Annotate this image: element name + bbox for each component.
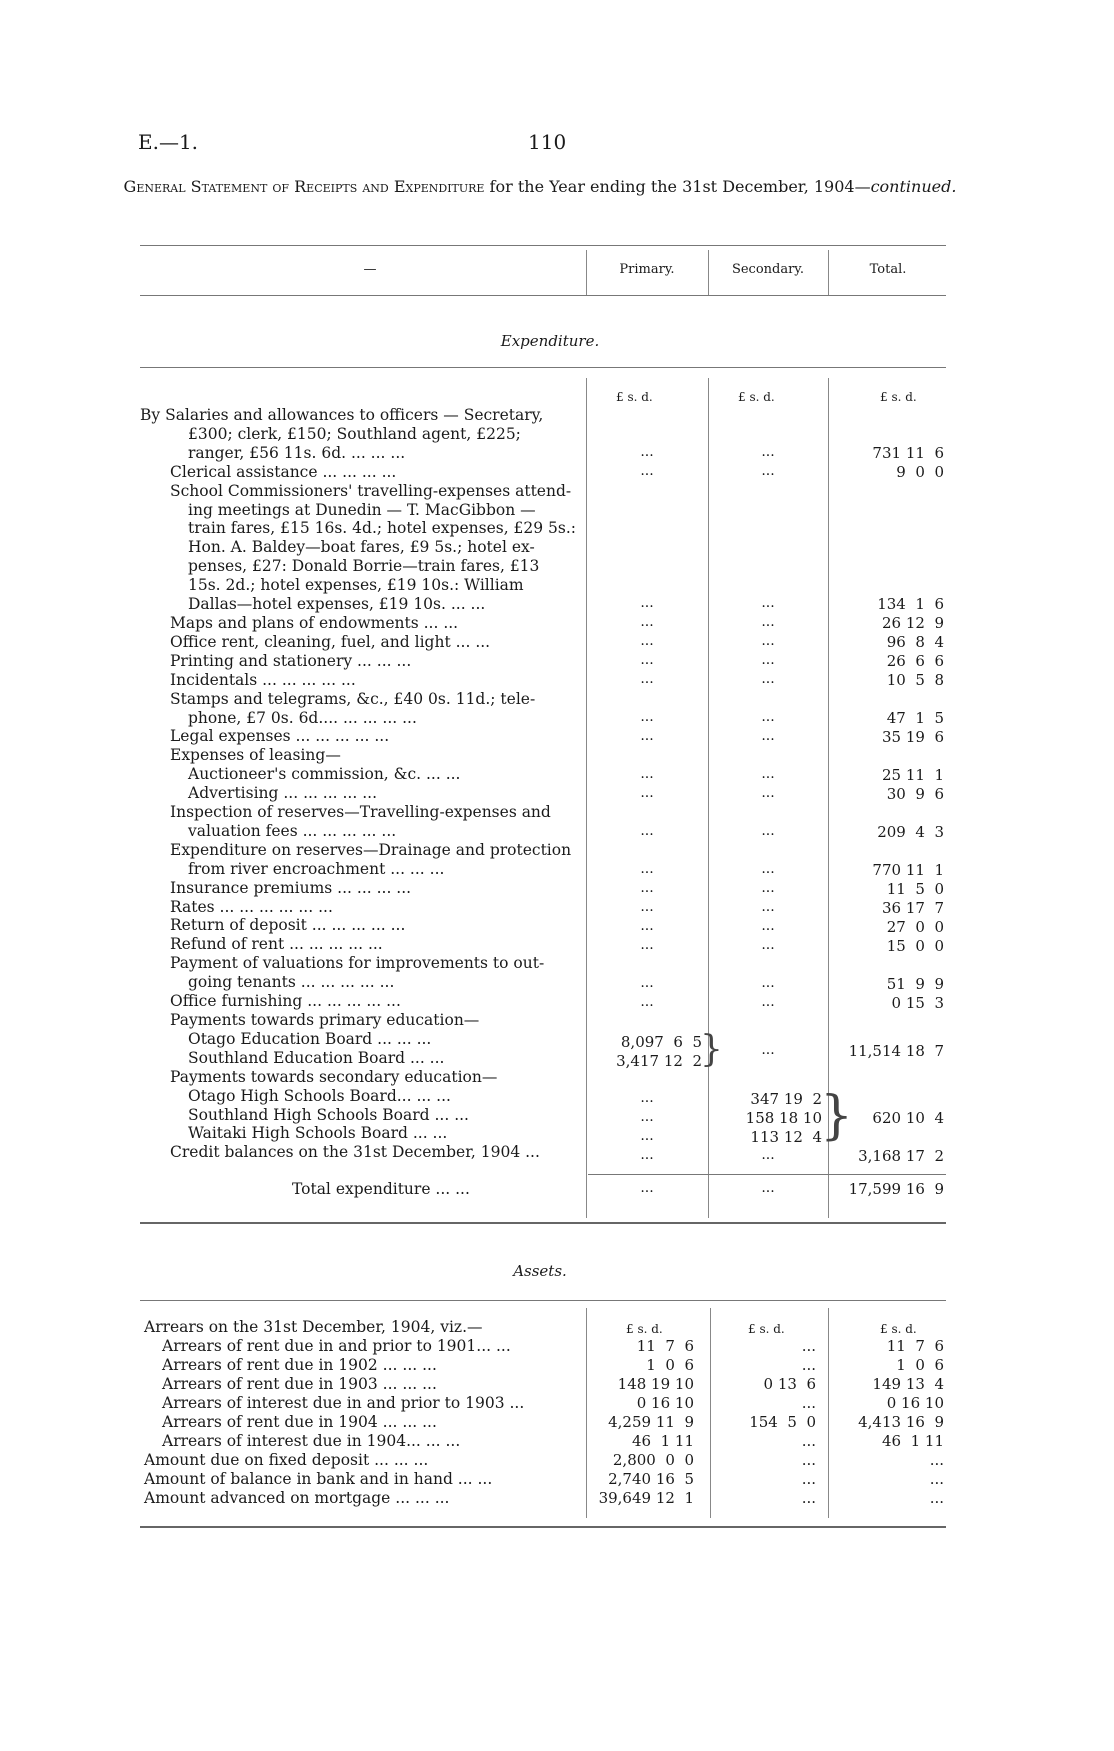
line: Incidentals ... ... ... ... ... [170, 670, 356, 689]
lsd-header-secondary: £ s. d. [738, 390, 775, 404]
column-header-total: Total. [869, 262, 907, 277]
line: Waitaki High Schools Board ... ... [188, 1124, 448, 1143]
ellipsis: ... [761, 899, 775, 915]
total-expenditure-value: 17,599 16 9 [848, 1180, 944, 1198]
asset-secondary-value: ... [801, 1337, 816, 1355]
asset-total-value: 11 7 6 [886, 1337, 944, 1355]
line: School Commissioners' travelling-expenses attend- [170, 481, 572, 500]
document-reference: E.—1. [138, 130, 199, 154]
page-number: 110 [528, 130, 567, 154]
expenditure-items [140, 406, 582, 1162]
ellipsis: ... [640, 633, 654, 649]
line: Advertising ... ... ... ... ... [188, 784, 377, 803]
col-divider-3 [828, 250, 829, 295]
ellipsis: ... [761, 937, 775, 953]
asset-total-value: 0 16 10 [886, 1394, 944, 1412]
asset-secondary-value: ... [801, 1432, 816, 1450]
total-maps: 26 12 9 [881, 614, 944, 632]
line: Credit balances on the 31st December, 1904 ... [170, 1143, 540, 1162]
line: Office furnishing ... ... ... ... ... [170, 992, 401, 1011]
asset-primary-value: 2,800 0 0 [612, 1451, 694, 1469]
line: Maps and plans of endowments ... ... [170, 613, 459, 632]
total-advertising: 30 9 6 [886, 785, 944, 803]
asset-secondary-value: ... [801, 1489, 816, 1507]
line: Arrears of rent due in and prior to 1901... ... [162, 1337, 511, 1355]
asset-total-value: 1 0 6 [896, 1356, 944, 1374]
ellipsis: ... [640, 785, 654, 801]
rule-assets [140, 1300, 946, 1301]
ellipsis: ... [640, 463, 654, 479]
ellipsis: ... [761, 614, 775, 630]
ellipsis: ... [761, 823, 775, 839]
asset-secondary-value: ... [801, 1470, 816, 1488]
ellipsis: ... [761, 633, 775, 649]
line: ranger, £56 11s. 6d. ... ... ... [188, 443, 406, 462]
asset-primary-value: 148 19 10 [617, 1375, 694, 1393]
line: Refund of rent ... ... ... ... ... [170, 935, 383, 954]
total-incidentals: 10 5 8 [886, 671, 944, 689]
ellipsis: ... [640, 595, 654, 611]
line: Rates ... ... ... ... ... ... [170, 897, 333, 916]
line: Return of deposit ... ... ... ... ... [170, 916, 406, 935]
asset-secondary-value: 0 13 6 [763, 1375, 816, 1393]
title-caps: General Statement of Receipts and Expenditure [123, 177, 485, 196]
asset-primary-value: 46 1 11 [631, 1432, 694, 1450]
total-secondary-education: 620 10 4 [872, 1109, 944, 1127]
total-credit-balances: 3,168 17 2 [858, 1147, 944, 1165]
line: Insurance premiums ... ... ... ... [170, 878, 412, 897]
rule-assets-end [140, 1526, 946, 1528]
line: Expenditure on reserves—Drainage and protection [170, 840, 572, 859]
asset-primary-value: 39,649 12 1 [598, 1489, 694, 1507]
line: Otago High Schools Board... ... ... [188, 1086, 451, 1105]
line: Expenses of leasing— [170, 746, 341, 765]
line: Amount of balance in bank and in hand ... ... [144, 1470, 493, 1488]
col-divider-2 [708, 250, 709, 295]
asset-col-divider-1 [586, 1308, 587, 1518]
total-rates: 36 17 7 [881, 899, 944, 917]
asset-total-value: 46 1 11 [881, 1432, 944, 1450]
ellipsis: ... [640, 1090, 654, 1106]
total-salaries: 731 11 6 [872, 444, 944, 462]
ellipsis: ... [761, 861, 775, 877]
line: Stamps and telegrams, &c., £40 0s. 11d.; tele- [170, 689, 536, 708]
ellipsis: ... [640, 899, 654, 915]
asset-total-value: 149 13 4 [872, 1375, 944, 1393]
ellipsis: ... [640, 709, 654, 725]
ellipsis: ... [640, 861, 654, 877]
ellipsis: ... [761, 1180, 775, 1196]
ellipsis: ... [761, 1042, 775, 1058]
ellipsis: ... [640, 444, 654, 460]
line: phone, £7 0s. 6d.... ... ... ... ... [188, 708, 417, 727]
line: Legal expenses ... ... ... ... ... [170, 727, 390, 746]
lsd-assets-total: £ s. d. [880, 1322, 917, 1336]
line: Otago Education Board ... ... ... [188, 1029, 432, 1048]
ellipsis: ... [761, 880, 775, 896]
col-divider-1 [586, 250, 587, 295]
asset-total-value: ... [929, 1451, 944, 1469]
total-inspection: 209 4 3 [877, 823, 944, 841]
line: Printing and stationery ... ... ... [170, 651, 412, 670]
ellipsis: ... [761, 785, 775, 801]
total-printing: 26 6 6 [886, 652, 944, 670]
asset-total-value: ... [929, 1489, 944, 1507]
title-continued: continued. [870, 177, 957, 196]
ellipsis: ... [640, 975, 654, 991]
ellipsis: ... [640, 1180, 654, 1196]
brace-primary: } [700, 1029, 723, 1070]
ellipsis: ... [640, 823, 654, 839]
line: ing meetings at Dunedin — T. MacGibbon — [188, 500, 536, 519]
line: Amount due on fixed deposit ... ... ... [144, 1451, 429, 1469]
ellipsis: ... [761, 975, 775, 991]
ellipsis: ... [640, 671, 654, 687]
ellipsis: ... [761, 671, 775, 687]
ellipsis: ... [640, 937, 654, 953]
line: Southland High Schools Board ... ... [188, 1105, 469, 1124]
line: 15s. 2d.; hotel expenses, £19 10s.: William [188, 576, 524, 595]
line: Payments towards secondary education— [170, 1067, 498, 1086]
primary-otago: 8,097 6 5 [620, 1033, 702, 1051]
line: Office rent, cleaning, fuel, and light ... ... [170, 632, 491, 651]
ellipsis: ... [640, 1147, 654, 1163]
asset-col-divider-3 [828, 1308, 829, 1518]
line: Arrears of interest due in 1904... ... ... [162, 1432, 461, 1450]
line: Southland Education Board ... ... [188, 1048, 445, 1067]
rule-header-bottom [140, 295, 946, 296]
lsd-assets-primary: £ s. d. [626, 1322, 663, 1336]
ellipsis: ... [640, 766, 654, 782]
total-primary-education: 11,514 18 7 [848, 1042, 944, 1060]
ellipsis: ... [640, 1128, 654, 1144]
ellipsis: ... [640, 614, 654, 630]
total-clerical: 9 0 0 [896, 463, 944, 481]
column-header-primary: Primary. [619, 262, 675, 277]
ellipsis: ... [761, 918, 775, 934]
line: valuation fees ... ... ... ... ... [188, 821, 397, 840]
ellipsis: ... [761, 595, 775, 611]
exp-col-divider-1 [586, 378, 587, 1218]
line: Auctioneer's commission, &c. ... ... [188, 765, 461, 784]
line: Hon. A. Baldey—boat fares, £9 5s.; hotel ex- [188, 538, 535, 557]
ellipsis: ... [761, 709, 775, 725]
line: train fares, £15 16s. 4d.; hotel expenses, £29 5s.: [188, 519, 577, 538]
ellipsis: ... [761, 463, 775, 479]
title-rest: for the Year ending the 31st December, 1904— [484, 177, 871, 196]
total-travelling: 134 1 6 [877, 595, 944, 613]
line: Arrears of rent due in 1902 ... ... ... [162, 1356, 437, 1374]
asset-primary-value: 0 16 10 [636, 1394, 694, 1412]
total-valuations: 51 9 9 [886, 975, 944, 993]
line: Payment of valuations for improvements to out- [170, 954, 545, 973]
column-header-secondary: Secondary. [731, 262, 805, 277]
lsd-assets-secondary: £ s. d. [748, 1322, 785, 1336]
total-office-furnishing: 0 15 3 [891, 994, 944, 1012]
line: Payments towards primary education— [170, 1011, 480, 1029]
ellipsis: ... [640, 652, 654, 668]
exp-col-divider-2 [708, 378, 709, 1218]
line: Dallas—hotel expenses, £19 10s. ... ... [188, 595, 486, 614]
total-auctioneer: 25 11 1 [881, 766, 944, 784]
asset-secondary-value: 154 5 0 [749, 1413, 816, 1431]
ellipsis: ... [640, 918, 654, 934]
line: Clerical assistance ... ... ... ... [170, 462, 397, 481]
ellipsis: ... [761, 766, 775, 782]
assets-items [144, 1318, 574, 1508]
ellipsis: ... [640, 994, 654, 1010]
line: Arrears on the 31st December, 1904, viz.— [144, 1318, 483, 1336]
total-reserves: 770 11 1 [872, 861, 944, 879]
total-legal: 35 19 6 [881, 728, 944, 746]
total-expenditure-label: Total expenditure ... ... [292, 1180, 470, 1198]
line: Arrears of rent due in 1903 ... ... ... [162, 1375, 437, 1393]
asset-secondary-value: ... [801, 1451, 816, 1469]
secondary-waitaki: 113 12 4 [750, 1128, 822, 1146]
rule-expenditure-end [140, 1222, 946, 1224]
page-title [120, 177, 960, 197]
total-insurance: 11 5 0 [886, 880, 944, 898]
total-stamps: 47 1 5 [886, 709, 944, 727]
rule-top [140, 245, 946, 246]
ellipsis: ... [640, 728, 654, 744]
ellipsis: ... [761, 1147, 775, 1163]
primary-southland: 3,417 12 2 [616, 1052, 702, 1070]
line: Arrears of rent due in 1904 ... ... ... [162, 1413, 437, 1431]
line: £300; clerk, £150; Southland agent, £225; [188, 424, 521, 443]
line: going tenants ... ... ... ... ... [188, 973, 395, 992]
total-office-rent: 96 8 4 [886, 633, 944, 651]
asset-col-divider-2 [710, 1308, 711, 1518]
asset-secondary-value: ... [801, 1356, 816, 1374]
column-header-blank: — [363, 262, 377, 277]
line: Amount advanced on mortgage ... ... ... [144, 1489, 450, 1507]
brace-secondary: } [820, 1086, 854, 1146]
rule-subtotal [588, 1174, 946, 1175]
lsd-header-primary: £ s. d. [616, 390, 653, 404]
assets-heading: Assets. [513, 1262, 567, 1280]
total-refund-rent: 15 0 0 [886, 937, 944, 955]
ellipsis: ... [761, 652, 775, 668]
line: Arrears of interest due in and prior to 1903 ... [162, 1394, 525, 1412]
line: By Salaries and allowances to officers — Secretary, [140, 406, 544, 424]
asset-secondary-value: ... [801, 1394, 816, 1412]
asset-primary-value: 1 0 6 [646, 1356, 694, 1374]
ellipsis: ... [761, 994, 775, 1010]
ellipsis: ... [761, 444, 775, 460]
line: Inspection of reserves—Travelling-expenses and [170, 803, 551, 822]
asset-total-value: 4,413 16 9 [858, 1413, 944, 1431]
line: from river encroachment ... ... ... [188, 859, 445, 878]
asset-total-value: ... [929, 1470, 944, 1488]
asset-primary-value: 2,740 16 5 [608, 1470, 694, 1488]
lsd-header-total: £ s. d. [880, 390, 917, 404]
secondary-otago: 347 19 2 [750, 1090, 822, 1108]
expenditure-heading: Expenditure. [500, 332, 600, 350]
total-return-deposit: 27 0 0 [886, 918, 944, 936]
ellipsis: ... [640, 1109, 654, 1125]
asset-primary-value: 11 7 6 [636, 1337, 694, 1355]
ellipsis: ... [761, 728, 775, 744]
asset-primary-value: 4,259 11 9 [608, 1413, 694, 1431]
secondary-southland: 158 18 10 [745, 1109, 822, 1127]
ellipsis: ... [640, 880, 654, 896]
line: penses, £27: Donald Borrie—train fares, £13 [188, 557, 540, 576]
rule-expenditure [140, 367, 946, 368]
